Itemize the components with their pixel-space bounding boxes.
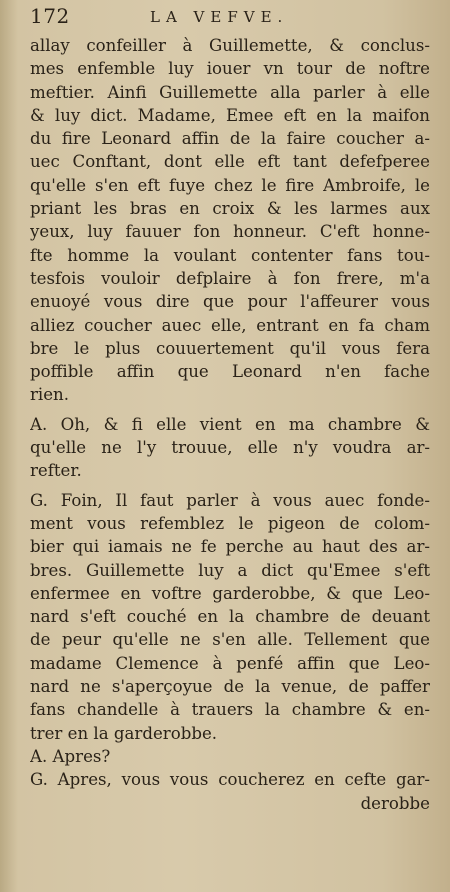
text-line: alliez coucher auec elle, entrant en fa cham <box>30 315 430 335</box>
text-line: G. Foin, Il faut parler à vous auec fonde- <box>30 490 430 510</box>
text-line: tesfois vouloir defplaire à fon frere, m'a <box>30 268 430 288</box>
text-line: enuoyé vous dire que pour l'affeurer vous <box>30 292 430 312</box>
text-line: fte homme la voulant contenter fans tou- <box>30 245 430 265</box>
running-title: LA VEFVE. <box>150 8 289 26</box>
text-line: allay confeiller à Guillemette, & conclus- <box>30 36 430 55</box>
text-line: G. Apres, vous vous coucherez en cefte gar- <box>30 770 430 790</box>
text-line: qu'elle ne l'y trouue, elle n'y voudra ar- <box>30 438 430 458</box>
text-line: mes enfemble luy iouer vn tour de noftre <box>30 59 430 79</box>
text-line: uec Conftant, dont elle eft tant defefperee <box>30 152 430 172</box>
text-line: trer en la garderobbe. <box>30 723 218 743</box>
text-line: refter. <box>30 461 82 481</box>
text-line: bre le plus couuertement qu'il vous fera <box>30 338 430 358</box>
text-line: fans chandelle à trauers la chambre & en- <box>30 700 430 720</box>
text-line: du fire Leonard affin de la faire coucher a- <box>30 129 430 149</box>
text-line: rien. <box>30 385 70 405</box>
text-line: A. Apres? <box>30 746 111 766</box>
page-body <box>30 34 430 815</box>
text-line: qu'elle s'en eft fuye chez le fire Ambroife, le <box>30 175 430 195</box>
page-number: 172 <box>30 4 70 28</box>
text-line: ment vous refemblez le pigeon de colom- <box>30 513 430 533</box>
paragraph-5 <box>30 768 430 791</box>
text-line: enfermee en voftre garderobbe, & que Leo- <box>30 583 430 603</box>
page-header <box>30 4 422 32</box>
paragraph-3 <box>30 489 430 745</box>
paragraph-2 <box>30 413 430 483</box>
text-line: priant les bras en croix & les larmes aux <box>30 199 430 219</box>
text-line: bier qui iamais ne fe perche au haut des ar- <box>30 537 430 557</box>
text-line: madame Clemence à penfé affin que Leo- <box>30 653 430 673</box>
text-line: & luy dict. Madame, Emee eft en la maifon <box>30 105 430 125</box>
text-line: A. Oh, & fi elle vient en ma chambre & <box>30 414 430 434</box>
text-line: meftier. Ainfi Guillemette alla parler à elle <box>30 82 430 102</box>
paragraph-1 <box>30 34 430 407</box>
catchword: derobbe <box>360 793 430 813</box>
text-line: yeux, luy fauuer fon honneur. C'eft honne- <box>30 222 430 242</box>
text-line: bres. Guillemette luy a dict qu'Emee s'eft <box>30 560 430 580</box>
paragraph-4 <box>30 745 430 768</box>
text-line: nard s'eft couché en la chambre de deuant <box>30 607 430 627</box>
text-line: nard ne s'aperçoyue de la venue, de paffer <box>30 677 430 697</box>
text-line: poffible affin que Leonard n'en fache <box>30 362 430 382</box>
text-line: de peur qu'elle ne s'en alle. Tellement que <box>30 630 430 650</box>
